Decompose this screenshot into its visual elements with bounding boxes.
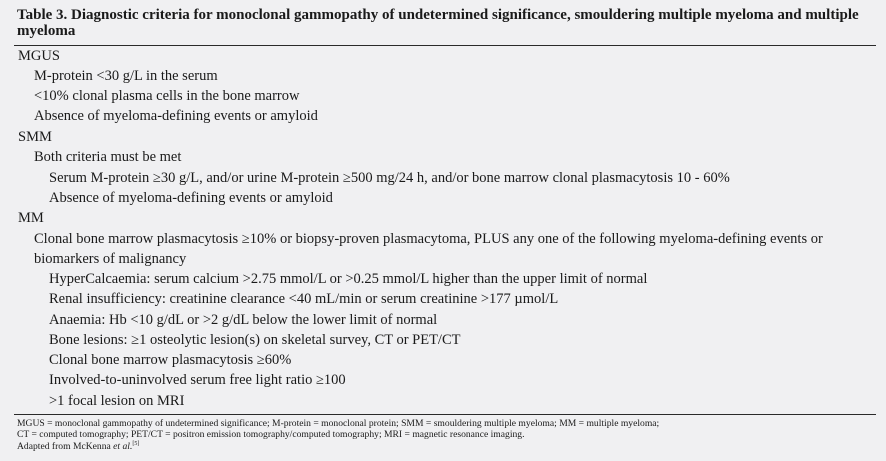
footnote-source-etal: et al.	[113, 441, 133, 452]
criterion-mm-7: >1 focal lesion on MRI	[49, 393, 185, 409]
footnote-abbreviations-2: CT = computed tomography; PET/CT = positron emission tomography/computed tomography; MRI = magnetic resonance imaging.	[17, 429, 525, 440]
criterion-smm-1: Serum M-protein ≥30 g/L, and/or urine M-protein ≥500 mg/24 h, and/or bone marrow clonal plasmacytosis 10 - 60%	[49, 170, 730, 186]
section-label-mgus: MGUS	[18, 48, 60, 64]
criterion-mgus-1: M-protein <30 g/L in the serum	[34, 68, 218, 84]
criterion-mm-2: Renal insufficiency: creatinine clearance <40 mL/min or serum creatinine >177 µmol/L	[49, 291, 559, 307]
footer-rule	[14, 414, 876, 415]
criterion-smm-2: Absence of myeloma-defining events or amyloid	[49, 190, 333, 206]
criterion-mm-6: Involved-to-uninvolved serum free light ratio ≥100	[49, 372, 346, 388]
criterion-mm-1: HyperCalcaemia: serum calcium >2.75 mmol/L or >0.25 mmol/L higher than the upper limit of normal	[49, 271, 648, 287]
criterion-smm-intro: Both criteria must be met	[34, 149, 182, 165]
criterion-mm-4: Bone lesions: ≥1 osteolytic lesion(s) on skeletal survey, CT or PET/CT	[49, 332, 461, 348]
header-rule	[14, 45, 876, 46]
table-title: Table 3. Diagnostic criteria for monoclonal gammopathy of undetermined significance, smouldering multiple myeloma and multiple myeloma	[17, 7, 859, 39]
footnote-source-prefix: Adapted from McKenna	[17, 441, 114, 452]
criterion-mm-intro-line1: Clonal bone marrow plasmacytosis ≥10% or biopsy-proven plasmacytoma, PLUS any one of the following myeloma-defining events or	[34, 231, 823, 247]
criterion-mm-intro-line2: biomarkers of malignancy	[34, 251, 187, 267]
criterion-mgus-2: <10% clonal plasma cells in the bone marrow	[34, 88, 300, 104]
criterion-mm-5: Clonal bone marrow plasmacytosis ≥60%	[49, 352, 292, 368]
section-label-mm: MM	[18, 210, 44, 226]
footnote-abbreviations-1: MGUS = monoclonal gammopathy of undetermined significance; M-protein = monoclonal protein; SMM = smouldering multiple myeloma; MM = multiple myeloma;	[17, 418, 660, 429]
criterion-mm-3: Anaemia: Hb <10 g/dL or >2 g/dL below the lower limit of normal	[49, 312, 438, 328]
footnote-source-ref: [5]	[132, 440, 140, 447]
footnote-source	[17, 441, 877, 452]
section-label-smm: SMM	[18, 129, 52, 145]
criterion-mgus-3: Absence of myeloma-defining events or amyloid	[34, 108, 318, 124]
